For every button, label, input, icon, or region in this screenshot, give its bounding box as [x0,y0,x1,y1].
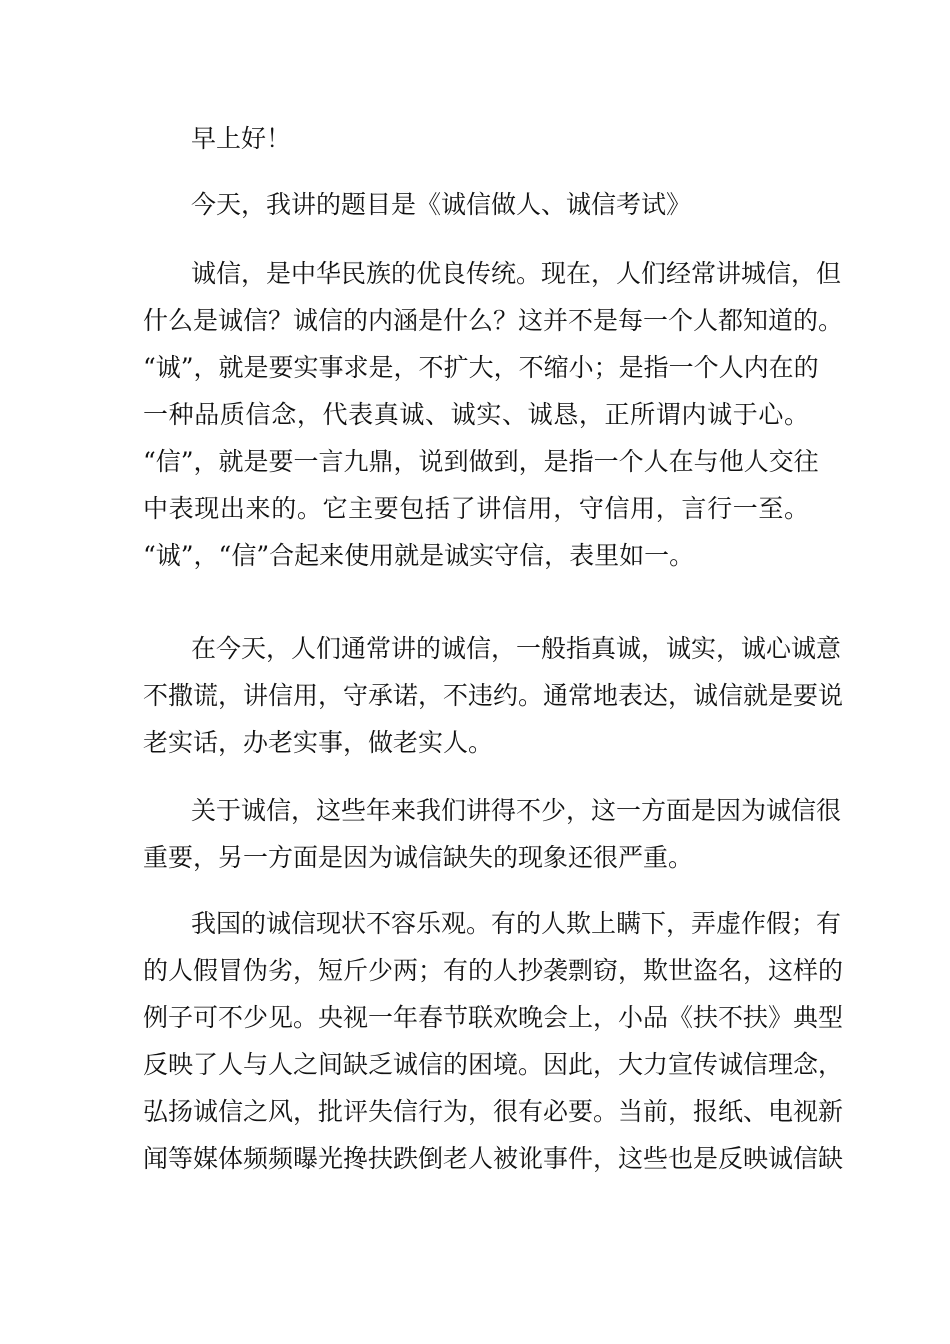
importance-paragraph [143,787,842,881]
text-line: 不撒谎，讲信用，守承诺，不违约。通常地表达，诚信就是要说 [143,681,844,710]
text-line: 在今天，人们通常讲的诚信，一般指真诚，诚实，诚心诚意 [191,634,842,663]
text-line: 一种品质信念，代表真诚、诚实、诚恳，正所谓内诚于心。 [143,400,809,429]
text-line: “诚”，“信”合起来使用就是诚实守信，表里如一。 [143,541,695,570]
text-line: 诚信，是中华民族的优良传统。现在，人们经常讲城信，但 [191,259,842,288]
text-line: 什么是诚信？诚信的内涵是什么？这并不是每一个人都知道的。 [143,306,844,335]
text-line: 重要，另一方面是因为诚信缺失的现象还很严重。 [143,843,694,872]
text-line: 中表现出来的。它主要包括了讲信用，守信用，言行一至。 [143,494,809,523]
text-line: 反映了人与人之间缺乏诚信的困境。因此，大力宣传诚信理念， [143,1050,844,1079]
text-line: 弘扬诚信之风，批评失信行为，很有必要。当前，报纸、电视新 [143,1097,844,1126]
text-line: “信”，就是要一言九鼎，说到做到，是指一个人在与他人交往 [143,447,819,476]
definition-paragraph [143,250,844,579]
text-line: 今天，我讲的题目是《诚信做人、诚信考试》 [191,190,692,219]
text-line: 我国的诚信现状不容乐观。有的人欺上瞒下，弄虚作假；有 [191,909,842,938]
text-line: 老实话，办老实事，做老实人。 [143,728,494,757]
text-line: 关于诚信，这些年来我们讲得不少，这一方面是因为诚信很 [191,796,842,825]
text-line: 闻等媒体频频曝光搀扶跌倒老人被讹事件，这些也是反映诚信缺 [143,1144,844,1173]
text-line: 的人假冒伪劣，短斤少两；有的人抄袭剽窃，欺世盗名，这样的 [143,956,844,985]
greeting-paragraph [143,115,809,162]
text-line: 早上好！ [191,124,292,153]
status-paragraph [143,900,844,1182]
meaning-paragraph [143,625,844,766]
text-line: 例子可不少见。央视一年春节联欢晚会上，小品《扶不扶》典型 [143,1003,844,1032]
topic-paragraph [143,181,809,228]
text-line: “诚”，就是要实事求是，不扩大，不缩小；是指一个人内在的 [143,353,819,382]
